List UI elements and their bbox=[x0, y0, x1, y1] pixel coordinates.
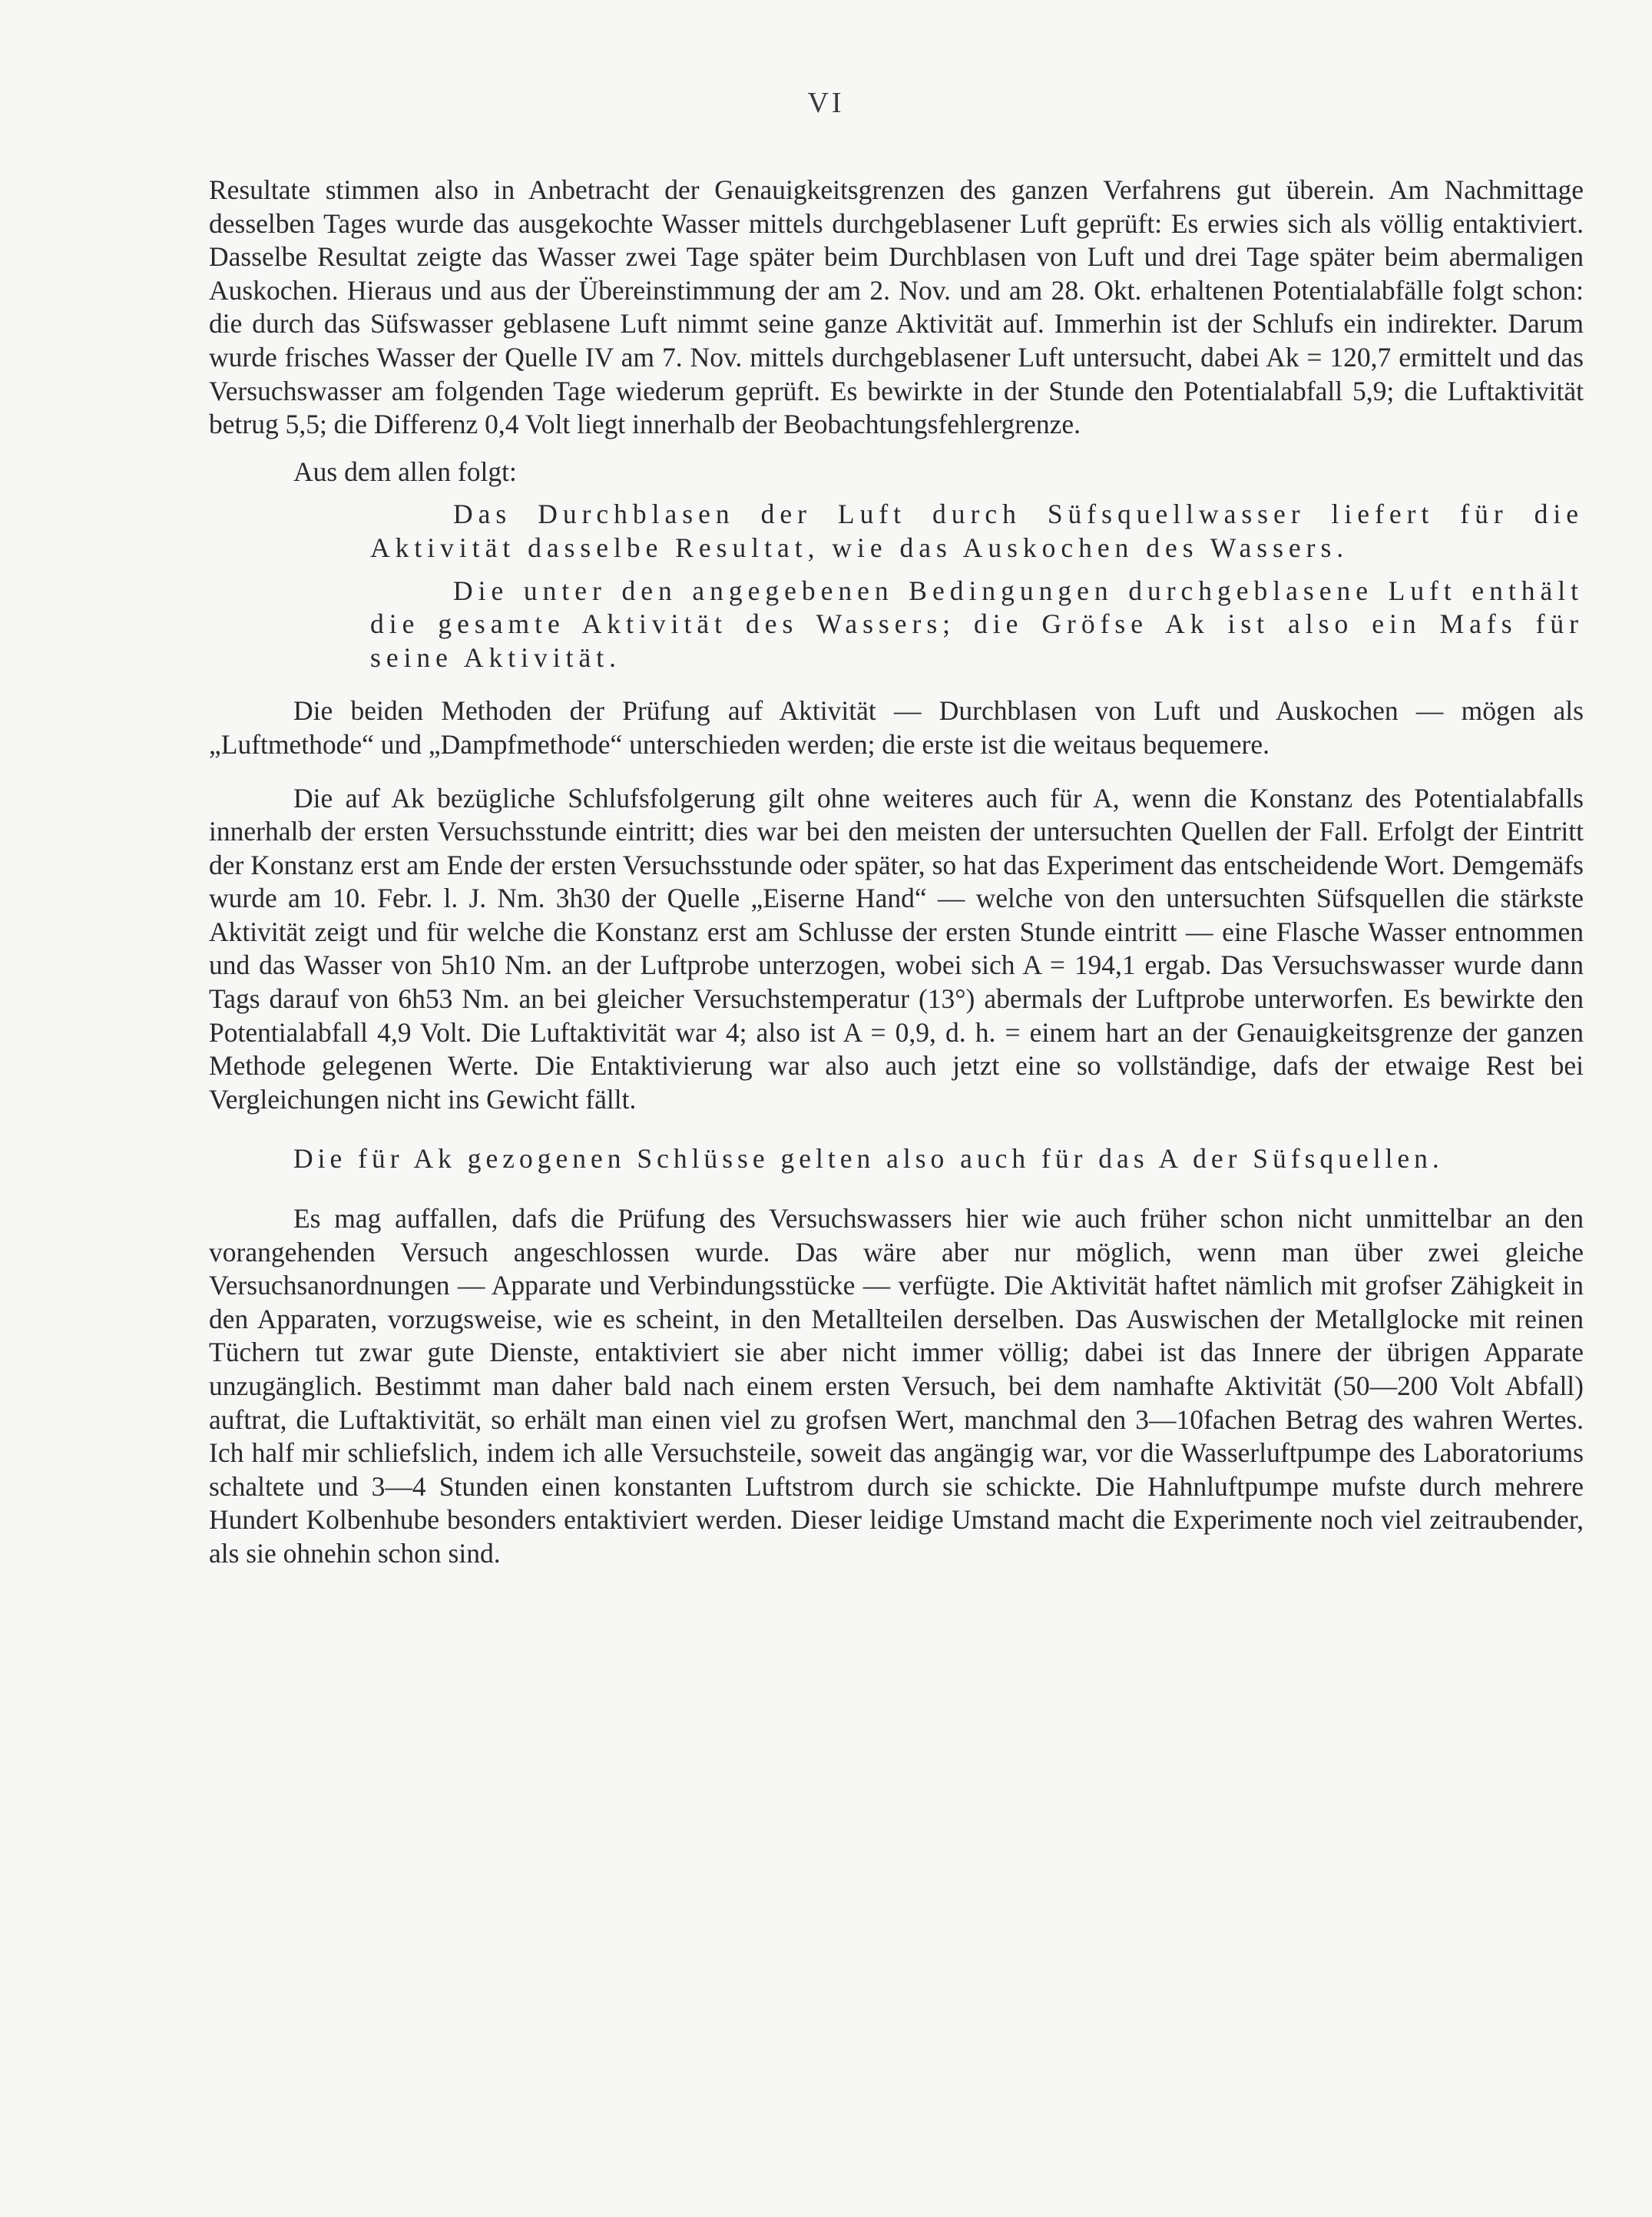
conclusion-gesamte-aktivitaet: Die unter den angegebenen Bedingungen durchgeblasene Luft enthält die gesamte Aktivität des Wassers; die Gröfse Ak ist also ein Mafs für seine Aktivität. bbox=[370, 575, 1584, 673]
paragraph-schlussfolgerung: Die auf Ak bezügliche Schlufsfolgerung gilt ohne weiteres auch für A, wenn die Konstanz des Potentialabfalls innerhalb der ersten Versuchsstunde eintritt; dies war bei den meisten der untersuchten Quellen der Fall. Erfolgt der Eintritt der Konstanz erst am Ende der ersten Versuchsstunde oder später, so hat das Experiment das entscheidende Wort. Demgemäfs wurde am 10. Febr. l. J. Nm. 3h30 der Quelle „Eiserne Hand“ — welche von den untersuchten Süfsquellen die stärkste Aktivität zeigt und für welche die Konstanz erst am Schlusse der ersten Stunde eintritt — eine Flasche Wasser entnommen und das Wasser von 5h10 Nm. an der Luftprobe unterzogen, wobei sich A = 194,1 ergab. Das Versuchswasser wurde dann Tags darauf von 6h53 Nm. an bei gleicher Versuchstemperatur (13°) abermals der Luftprobe unterworfen. Es bewirkte den Potentialabfall 4,9 Volt. Die Luftaktivität war 4; also ist A = 0,9, d. h. = einem hart an der Genauigkeitsgrenze der ganzen Methode gelegenen Werte. Die Entaktivierung war also auch jetzt eine so vollständige, dafs der etwaige Rest bei Vergleichungen nicht ins Gewicht fällt. bbox=[209, 782, 1584, 1115]
paragraph-aus-dem-allen: Aus dem allen folgt: bbox=[293, 456, 517, 487]
body-text bbox=[209, 174, 1584, 1571]
conclusion-block bbox=[370, 498, 1584, 674]
paragraph-schluesse-suessquellen: Die für Ak gezogenen Schlüsse gelten also auch für das A der Süfsquellen. bbox=[293, 1143, 1444, 1175]
conclusion-durchblasen: Das Durchblasen der Luft durch Süfsquellwasser liefert für die Aktivität dasselbe Resultat, wie das Auskochen des Wassers. bbox=[370, 499, 1584, 563]
paragraph-resultate: Resultate stimmen also in Anbetracht der Genauigkeitsgrenzen des ganzen Verfahrens gut überein. Am Nachmittage desselben Tages wurde das ausgekochte Wasser mittels durchgeblasener Luft geprüft: Es erwies sich als völlig entaktiviert. Dasselbe Resultat zeigte das Wasser zwei Tage später beim Durchblasen von Luft und drei Tage später beim abermaligen Auskochen. Hieraus und aus der Übereinstimmung der am 2. Nov. und am 28. Okt. erhaltenen Potentialabfälle folgt schon: die durch das Süfswasser geblasene Luft nimmt seine ganze Aktivität auf. Immerhin ist der Schlufs ein indirekter. Darum wurde frisches Wasser der Quelle IV am 7. Nov. mittels durchgeblasener Luft untersucht, dabei Ak = 120,7 ermittelt und das Versuchswasser am folgenden Tage wiederum geprüft. Es bewirkte in der Stunde den Potentialabfall 5,9; die Luftaktivität betrug 5,5; die Differenz 0,4 Volt liegt innerhalb der Beobachtungsfehlergrenze. bbox=[209, 174, 1584, 440]
paragraph-pruefung-versuchswasser: Es mag auffallen, dafs die Prüfung des Versuchswassers hier wie auch früher schon nicht unmittelbar an den vorangehenden Versuch angeschlossen wurde. Das wäre aber nur möglich, wenn man über zwei gleiche Versuchsanordnungen — Apparate und Verbindungsstücke — verfügte. Die Aktivität haftet nämlich mit grofser Zähigkeit in den Apparaten, vorzugsweise, wie es scheint, in den Metallteilen derselben. Das Auswischen der Metallglocke mit reinen Tüchern tut zwar gute Dienste, entaktiviert sie aber nicht immer völlig; dabei ist das Innere der übrigen Apparate unzugänglich. Bestimmt man daher bald nach einem ersten Versuch, bei dem namhafte Aktivität (50—200 Volt Abfall) auftrat, die Luftaktivität, so erhält man einen viel zu grofsen Wert, manchmal den 3—10fachen Betrag des wahren Wertes. Ich half mir schliefslich, indem ich alle Versuchsteile, soweit das angängig war, vor die Wasserluftpumpe des Laboratoriums schaltete und 3—4 Stunden einen konstanten Luftstrom durch sie schickte. Die Hahnluftpumpe mufste durch mehrere Hundert Kolbenhube besonders entaktiviert werden. Dieser leidige Umstand macht die Experimente noch viel zeitraubender, als sie ohnehin schon sind. bbox=[209, 1203, 1584, 1569]
page-number: VI bbox=[807, 87, 845, 119]
paragraph-beiden-methoden: Die beiden Methoden der Prüfung auf Aktivität — Durchblasen von Luft und Auskochen — mögen als „Luftmethode“ und „Dampfmethode“ unterschieden werden; die erste ist die weitaus bequemere. bbox=[209, 695, 1584, 760]
